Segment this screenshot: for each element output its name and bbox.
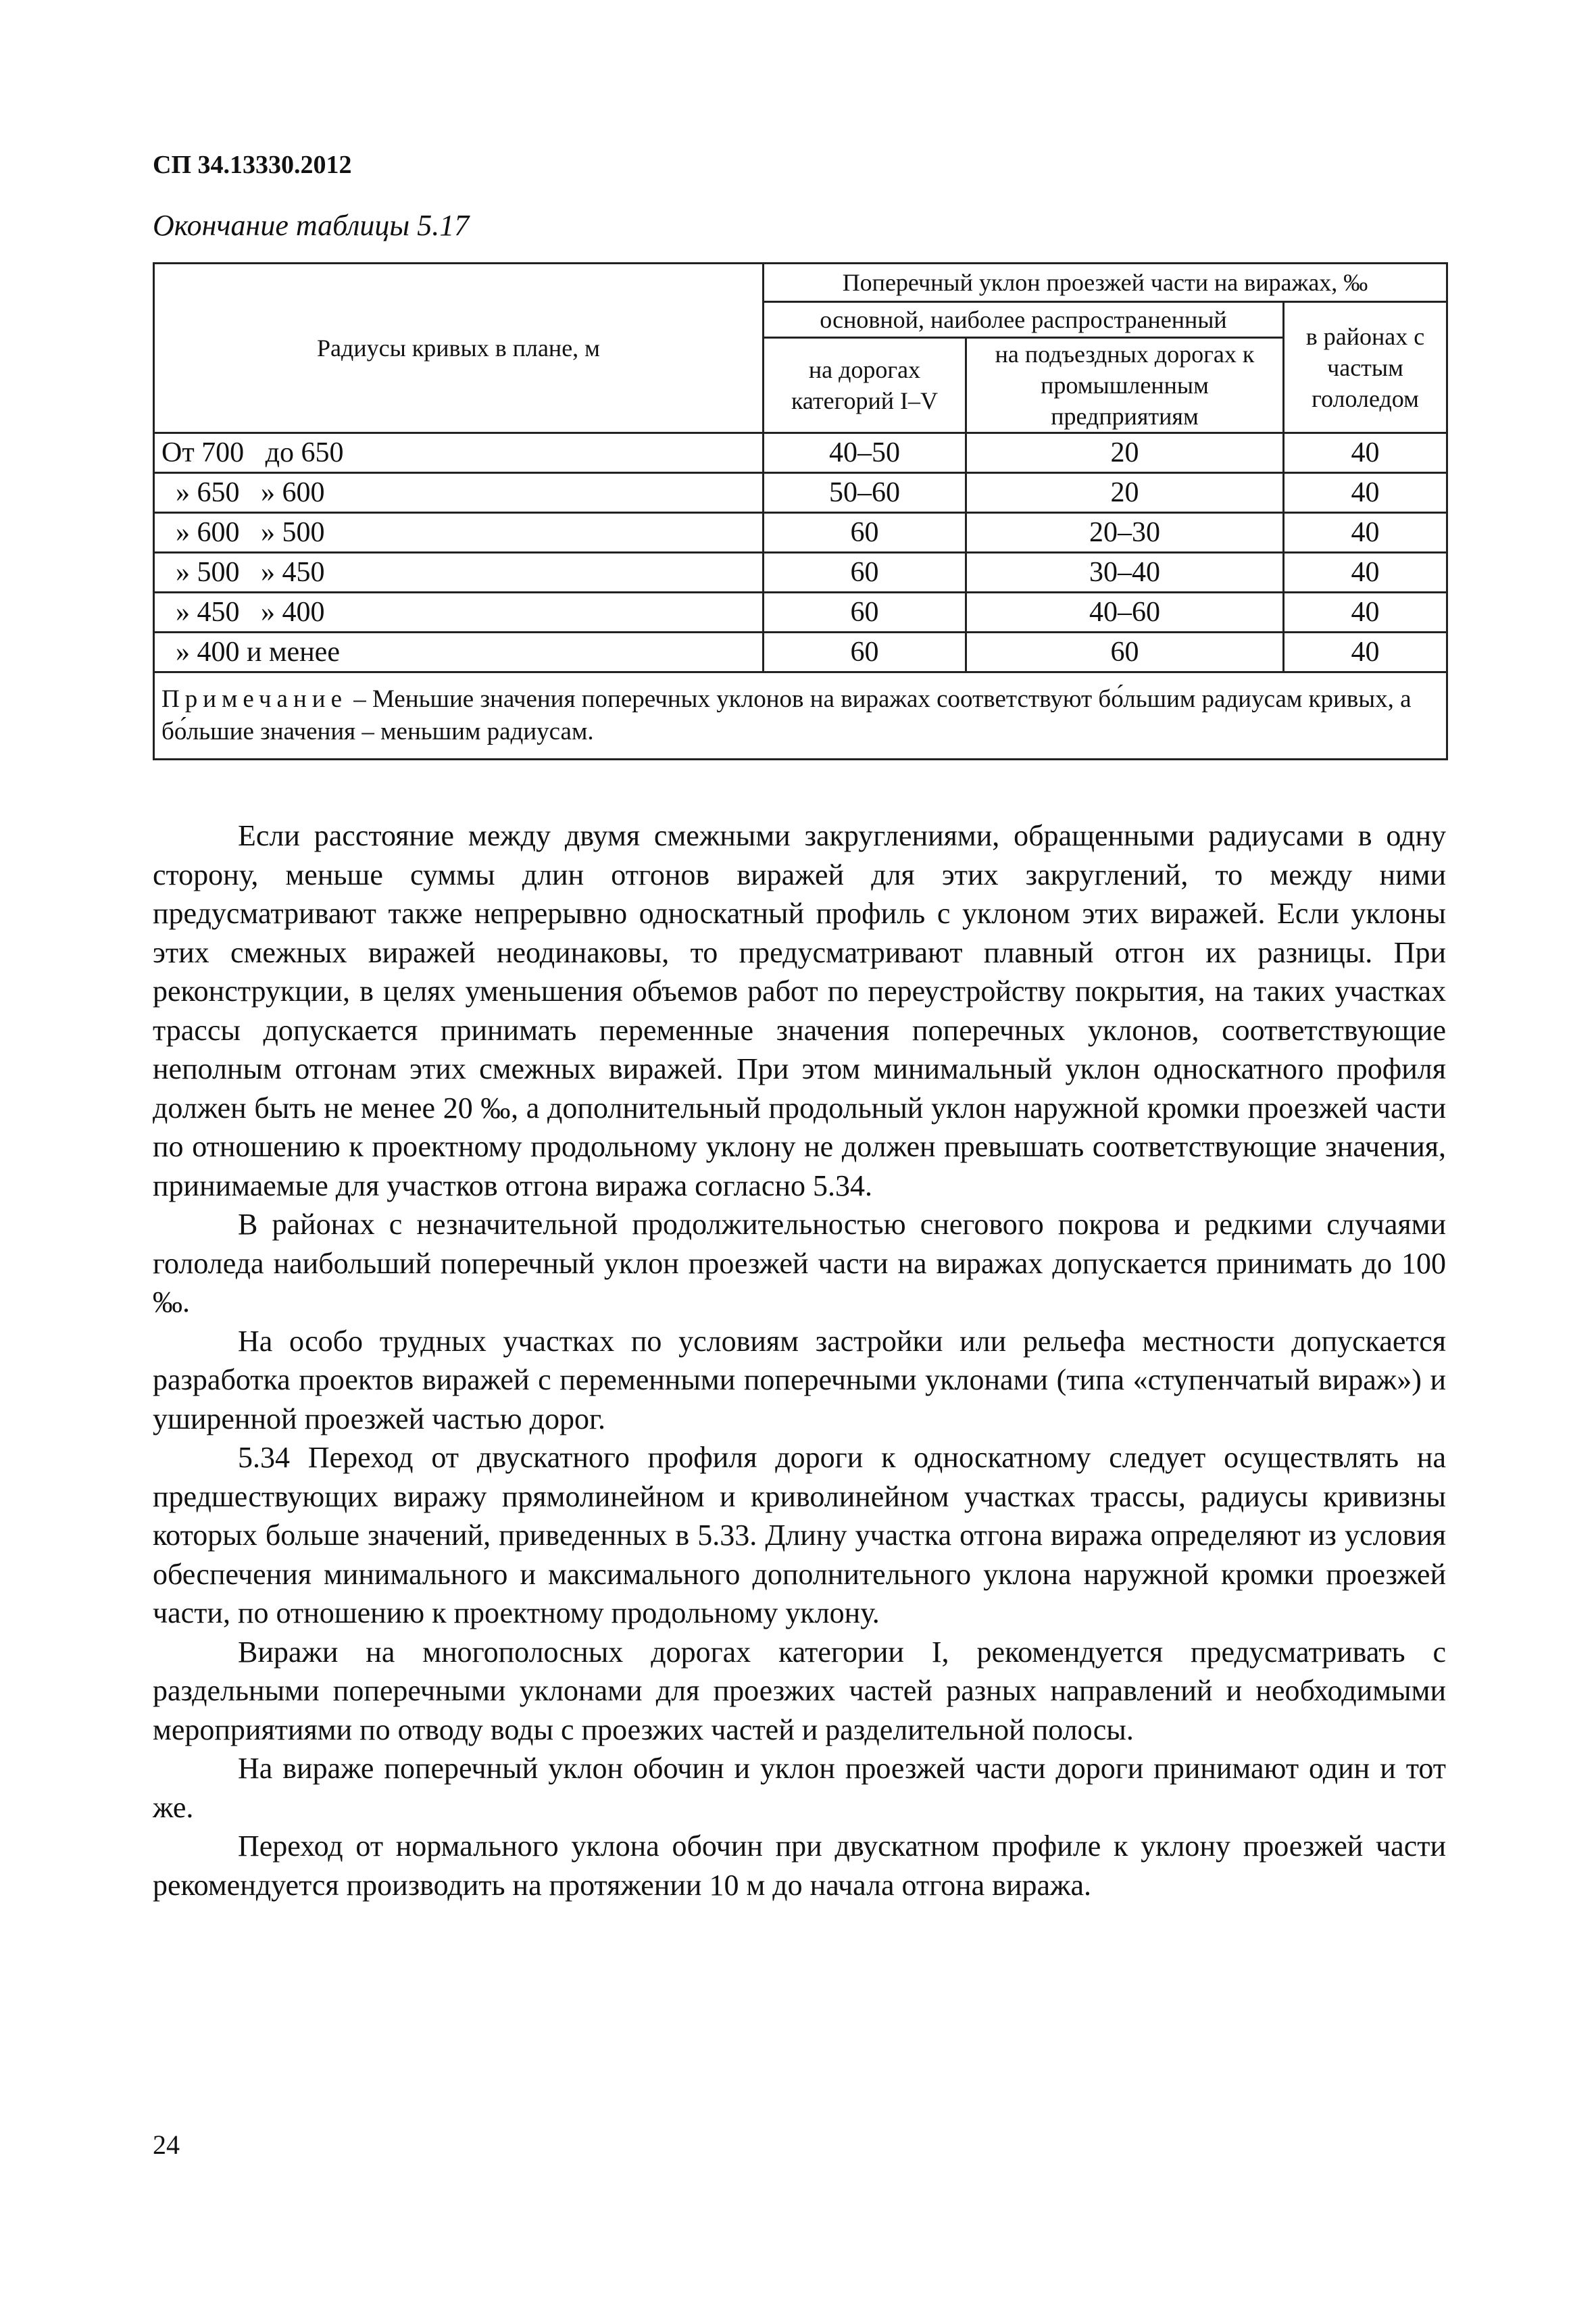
header-roads-cat: на дорогах категорий I–V <box>764 338 966 433</box>
note-text: – Меньшие значения поперечных уклонов на виражах соответствуют бо́льшим радиусам кривых, а бо́льшие значения – меньшим радиусам. <box>161 685 1412 745</box>
paragraph: 5.34 Переход от двускатного профиля дороги к односкатному следует осуществлять на предшествующих виражу прямолинейном и криволинейном участках трассы, радиусы кривизны которых больше значений, приведенных в 5.33. Длину участка отгона виража определяют из условия обеспечения минимального и максимального дополнительного уклона наружной кромки проезжей части, по отношению к проектному продольному уклону. <box>153 1441 1446 1629</box>
header-radius: Радиусы кривых в плане, м <box>154 264 764 433</box>
paragraph: В районах с незначительной продолжительностью снегового покрова и редкими случаями гололеда наибольший поперечный уклон проезжей части на виражах допускается принимать до 100 ‰. <box>153 1208 1446 1319</box>
paragraph: Виражи на многополосных дорогах категории I, рекомендуется предусматривать с раздельными поперечными уклонами для проезжих частей разных направлений и необходимыми мероприятиями по отводу воды с проезжих частей и разделительной полосы. <box>153 1635 1446 1746</box>
cell-radius: От 700 до 650 <box>154 433 764 473</box>
header-ice-regions: в районах с частым гололедом <box>1284 302 1447 433</box>
cell-radius: » 450 » 400 <box>154 593 764 633</box>
paragraph: На вираже поперечный уклон обочин и уклон проезжей части дороги принимают один и тот же. <box>153 1752 1446 1824</box>
cell-industrial: 20 <box>966 433 1284 473</box>
paragraph: Переход от нормального уклона обочин при двускатном профиле к уклону проезжей части рекомендуется производить на протяжении 10 м до начала отгона виража. <box>153 1829 1446 1902</box>
slope-table <box>153 262 1448 760</box>
cell-ice: 40 <box>1284 553 1447 593</box>
cell-industrial: 20 <box>966 473 1284 513</box>
document-code: СП 34.13330.2012 <box>153 151 352 179</box>
header-industrial-roads: на подъездных дорогах к промышленным предприятиям <box>966 338 1284 433</box>
header-slope: Поперечный уклон проезжей части на виражах, ‰ <box>764 264 1447 302</box>
cell-ice: 40 <box>1284 433 1447 473</box>
table-note-row <box>154 672 1447 760</box>
table-row <box>154 473 1447 513</box>
paragraph: На особо трудных участках по условиям застройки или рельефа местности допускается разработка проектов виражей с переменными поперечными уклонами (типа «ступенчатый вираж») и уширенной проезжей частью дорог. <box>153 1324 1446 1435</box>
table-row <box>154 553 1447 593</box>
cell-radius: » 500 » 450 <box>154 553 764 593</box>
cell-roads: 60 <box>764 593 966 633</box>
cell-industrial: 40–60 <box>966 593 1284 633</box>
page-number: 24 <box>153 2130 180 2160</box>
cell-radius: » 650 » 600 <box>154 473 764 513</box>
table-caption: Окончание таблицы 5.17 <box>153 209 470 242</box>
table-note <box>154 672 1447 760</box>
table-row <box>154 433 1447 473</box>
cell-ice: 40 <box>1284 473 1447 513</box>
cell-radius: » 600 » 500 <box>154 513 764 553</box>
body-text <box>153 816 1446 1904</box>
paragraph: Если расстояние между двумя смежными закруглениями, обращенными радиусами в одну сторону, меньше суммы длин отгонов виражей для этих закруглений, то между ними предусматривают также непрерывно односкатный профиль с уклоном этих виражей. Если уклоны этих смежных виражей неодинаковы, то предусматривают плавный отгон их разницы. При реконструкции, в целях уменьшения объемов работ по переустройству покрытия, на таких участках трассы допускается принимать переменные значения поперечных уклонов, соответствующие неполным отгонам этих смежных виражей. При этом минимальный уклон односкатного профиля должен быть не менее 20 ‰, а дополнительный продольный уклон наружной кромки проезжей части по отношению к проектному продольному уклону не должен превышать соответствующие значения, принимаемые для участков отгона виража согласно 5.34. <box>153 819 1446 1202</box>
header-main-slope: основной, наиболее распространенный <box>764 302 1284 338</box>
cell-ice: 40 <box>1284 513 1447 553</box>
cell-ice: 40 <box>1284 633 1447 672</box>
slope-table-container <box>153 262 1446 760</box>
note-label: Примечание <box>161 685 347 713</box>
cell-industrial: 20–30 <box>966 513 1284 553</box>
table-row <box>154 513 1447 553</box>
cell-industrial: 60 <box>966 633 1284 672</box>
cell-radius: » 400 и менее <box>154 633 764 672</box>
cell-roads: 60 <box>764 633 966 672</box>
cell-roads: 50–60 <box>764 473 966 513</box>
cell-roads: 60 <box>764 553 966 593</box>
cell-ice: 40 <box>1284 593 1447 633</box>
table-row <box>154 593 1447 633</box>
cell-roads: 60 <box>764 513 966 553</box>
table-row <box>154 633 1447 672</box>
cell-industrial: 30–40 <box>966 553 1284 593</box>
cell-roads: 40–50 <box>764 433 966 473</box>
